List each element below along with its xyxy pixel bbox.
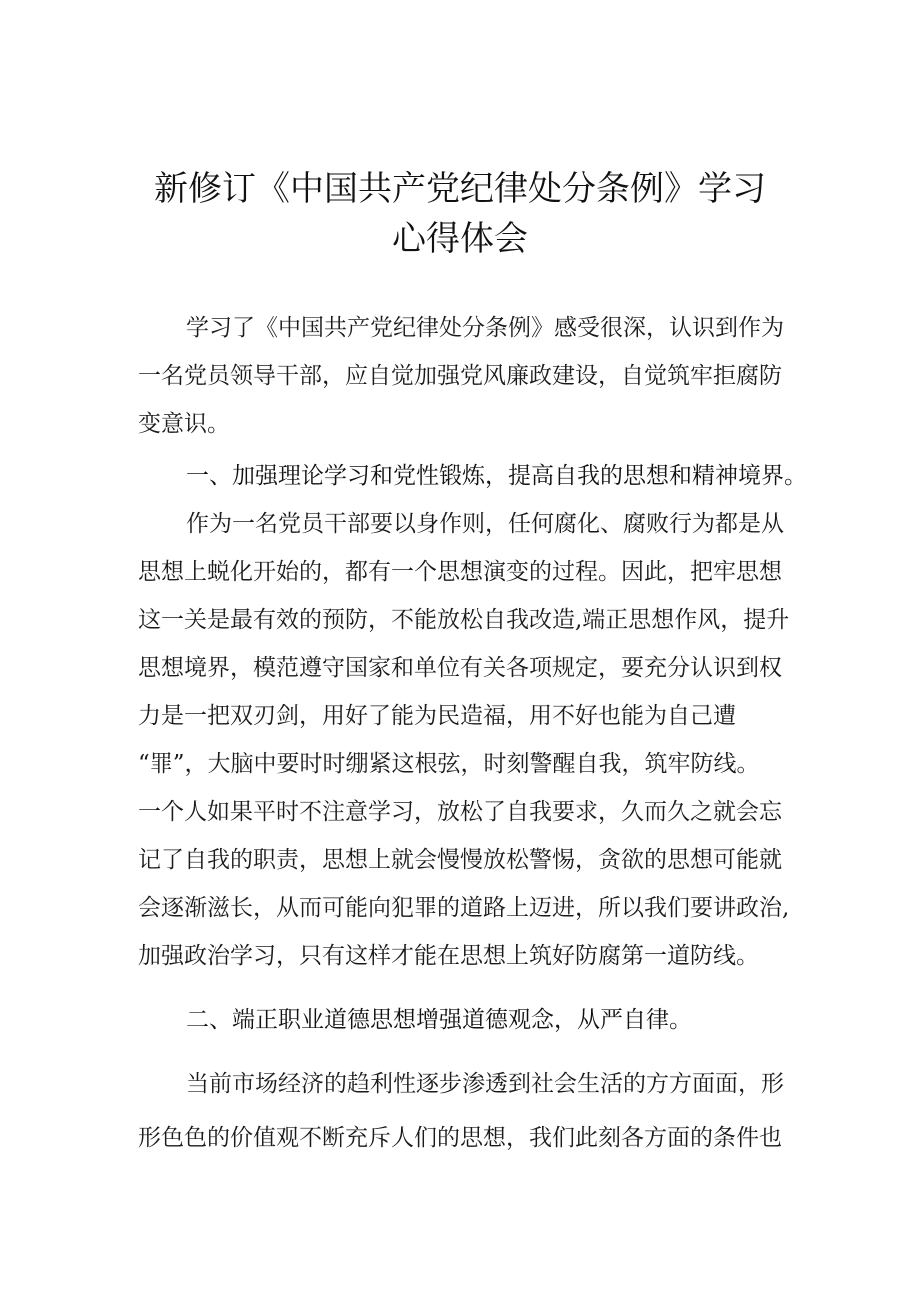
section1-line-3: 这一关是最有效的预防，不能放松自我改造,端正思想作风，提升 xyxy=(138,607,790,633)
section1-line-7: 一个人如果平时不注意学习，放松了自我要求，久而久之就会忘 xyxy=(138,799,782,825)
section1-line-2: 思想上蜕化开始的，都有一个思想演变的过程。因此，把牢思想 xyxy=(138,559,782,585)
section-heading-1: 一、加强理论学习和党性锻炼，提高自我的思想和精神境界。 xyxy=(186,463,807,489)
section1-line-1: 作为一名党员干部要以身作则，任何腐化、腐败行为都是从 xyxy=(186,511,784,537)
section1-line-8: 记了自我的职责，思想上就会慢慢放松警惕，贪欲的思想可能就 xyxy=(138,847,782,873)
intro-line-1: 学习了《中国共产党纪律处分条例》感受很深，认识到作为 xyxy=(186,315,784,341)
section1-line-5: 力是一把双刃剑，用好了能为民造福，用不好也能为自己遭 xyxy=(138,703,736,729)
section1-line-4: 思想境界，模范遵守国家和单位有关各项规定，要充分认识到权 xyxy=(138,655,782,681)
intro-line-3: 变意识。 xyxy=(138,411,230,437)
section1-line-6: “罪”，大脑中要时时绷紧这根弦，时刻警醒自我，筑牢防线。 xyxy=(138,751,760,777)
document-title-line-1: 新修订《中国共产党纪律处分条例》学习 xyxy=(154,169,766,209)
intro-line-2: 一名党员领导干部，应自觉加强党风廉政建设，自觉筑牢拒腐防 xyxy=(138,363,782,389)
section-heading-2: 二、端正职业道德思想增强道德观念，从严自律。 xyxy=(186,1007,692,1033)
section2-line-1: 当前市场经济的趋利性逐步渗透到社会生活的方方面面，形 xyxy=(186,1071,784,1097)
section1-line-9: 会逐渐滋长，从而可能向犯罪的道路上迈进，所以我们要讲政治, xyxy=(138,895,790,921)
section1-line-10: 加强政治学习，只有这样才能在思想上筑好防腐第一道防线。 xyxy=(138,943,759,969)
document-title-line-2: 心得体会 xyxy=(392,219,528,259)
section2-line-2: 形色色的价值观不断充斥人们的思想，我们此刻各方面的条件也 xyxy=(138,1125,782,1151)
